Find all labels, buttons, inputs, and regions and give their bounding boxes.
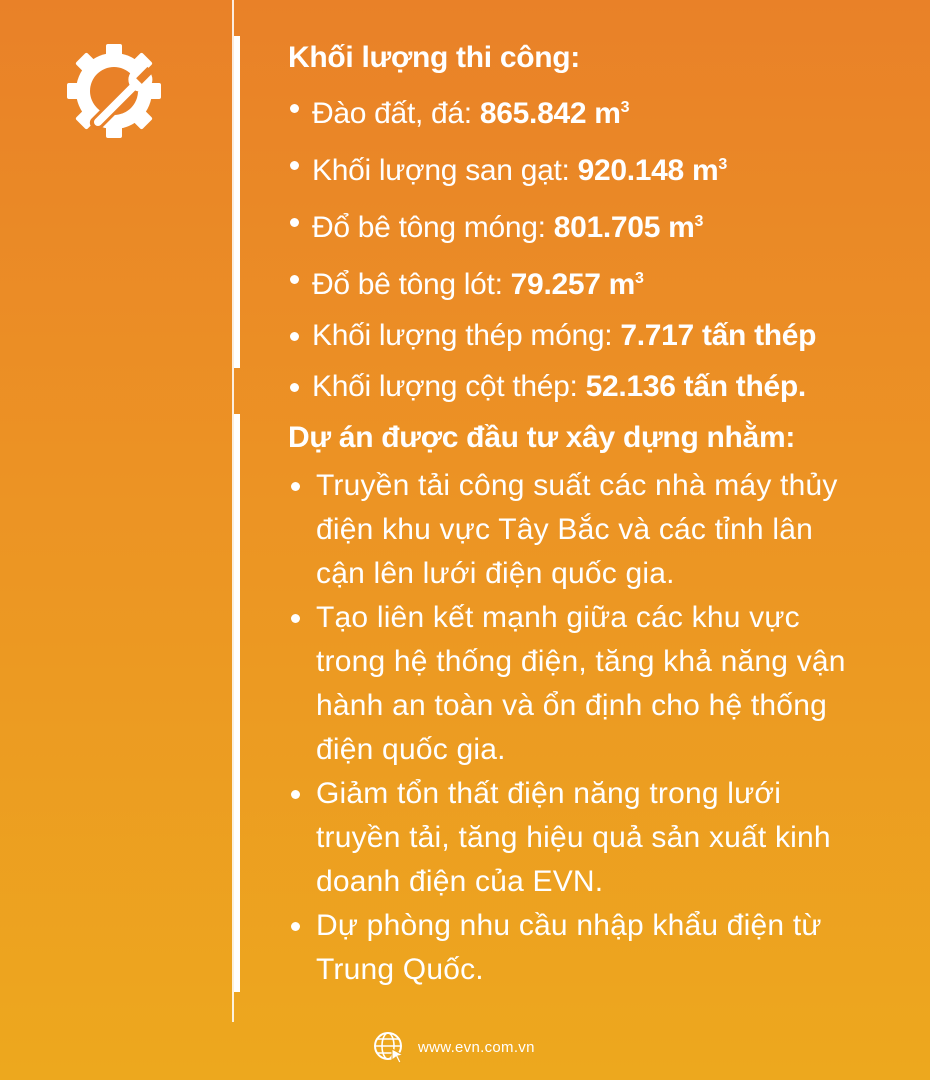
volume-item-value [620,319,816,352]
website-url[interactable]: www.evn.com.vn [418,1038,535,1056]
volume-item-value [511,268,644,301]
volume-item-unit-exponent: 3 [635,270,644,287]
volume-item [288,253,816,310]
volume-heading: Khối lượng thi công: [288,41,580,74]
volume-item-value-text: 79.257 m [510,268,636,301]
purpose-item: Giảm tổn thất điện năng trong lưới truyền tải, tăng hiệu quả sản xuất kinh doanh điện của EVN. [288,772,856,904]
volume-item [288,196,816,253]
section-marker-purpose [234,414,240,992]
volume-item-value [554,211,703,244]
volume-item-label: Đào đất, đá: [312,97,480,130]
volume-item [288,310,816,361]
volume-item-value [586,370,806,403]
purpose-section [288,414,856,992]
volume-item [288,139,816,196]
globe-cursor-icon [372,1030,406,1064]
footer [372,1030,535,1064]
volume-item-label: Đổ bê tông móng: [312,211,554,244]
volume-item-unit-exponent: 3 [620,99,630,116]
volume-item-value-text: 865.842 m [479,97,621,130]
purpose-list [288,464,856,992]
purpose-item: Dự phòng nhu cầu nhập khẩu điện từ Trung Quốc. [288,904,856,992]
volume-section [288,34,816,412]
volume-list [288,82,816,412]
purpose-item: Truyền tải công suất các nhà máy thủy điện khu vực Tây Bắc và các tỉnh lân cận lên lưới điện quốc gia. [288,464,856,596]
volume-item-label: Khối lượng san gạt: [312,154,578,187]
volume-item [288,361,816,412]
section-marker-volume [234,36,240,368]
volume-item-label: Khối lượng cột thép: [312,370,586,403]
volume-item-value-text: 801.705 m [553,211,695,244]
volume-item [288,82,816,139]
gear-wrench-icon [62,36,177,146]
purpose-item: Tạo liên kết mạnh giữa các khu vực trong hệ thống điện, tăng khả năng vận hành an toàn và ổn định cho hệ thống điện quốc gia. [288,596,856,772]
volume-item-value-text: 7.717 tấn thép [620,319,817,352]
volume-item-value-text: 920.148 m [577,154,719,187]
purpose-heading: Dự án được đầu tư xây dựng nhằm: [288,421,796,454]
volume-item-value-text: 52.136 tấn thép. [585,370,806,403]
volume-item-value [480,97,629,130]
volume-item-unit-exponent: 3 [694,213,704,230]
volume-item-unit-exponent: 3 [718,156,727,173]
volume-item-label: Khối lượng thép móng: [312,319,621,352]
volume-item-value [578,154,727,187]
volume-item-label: Đổ bê tông lót: [312,268,511,301]
